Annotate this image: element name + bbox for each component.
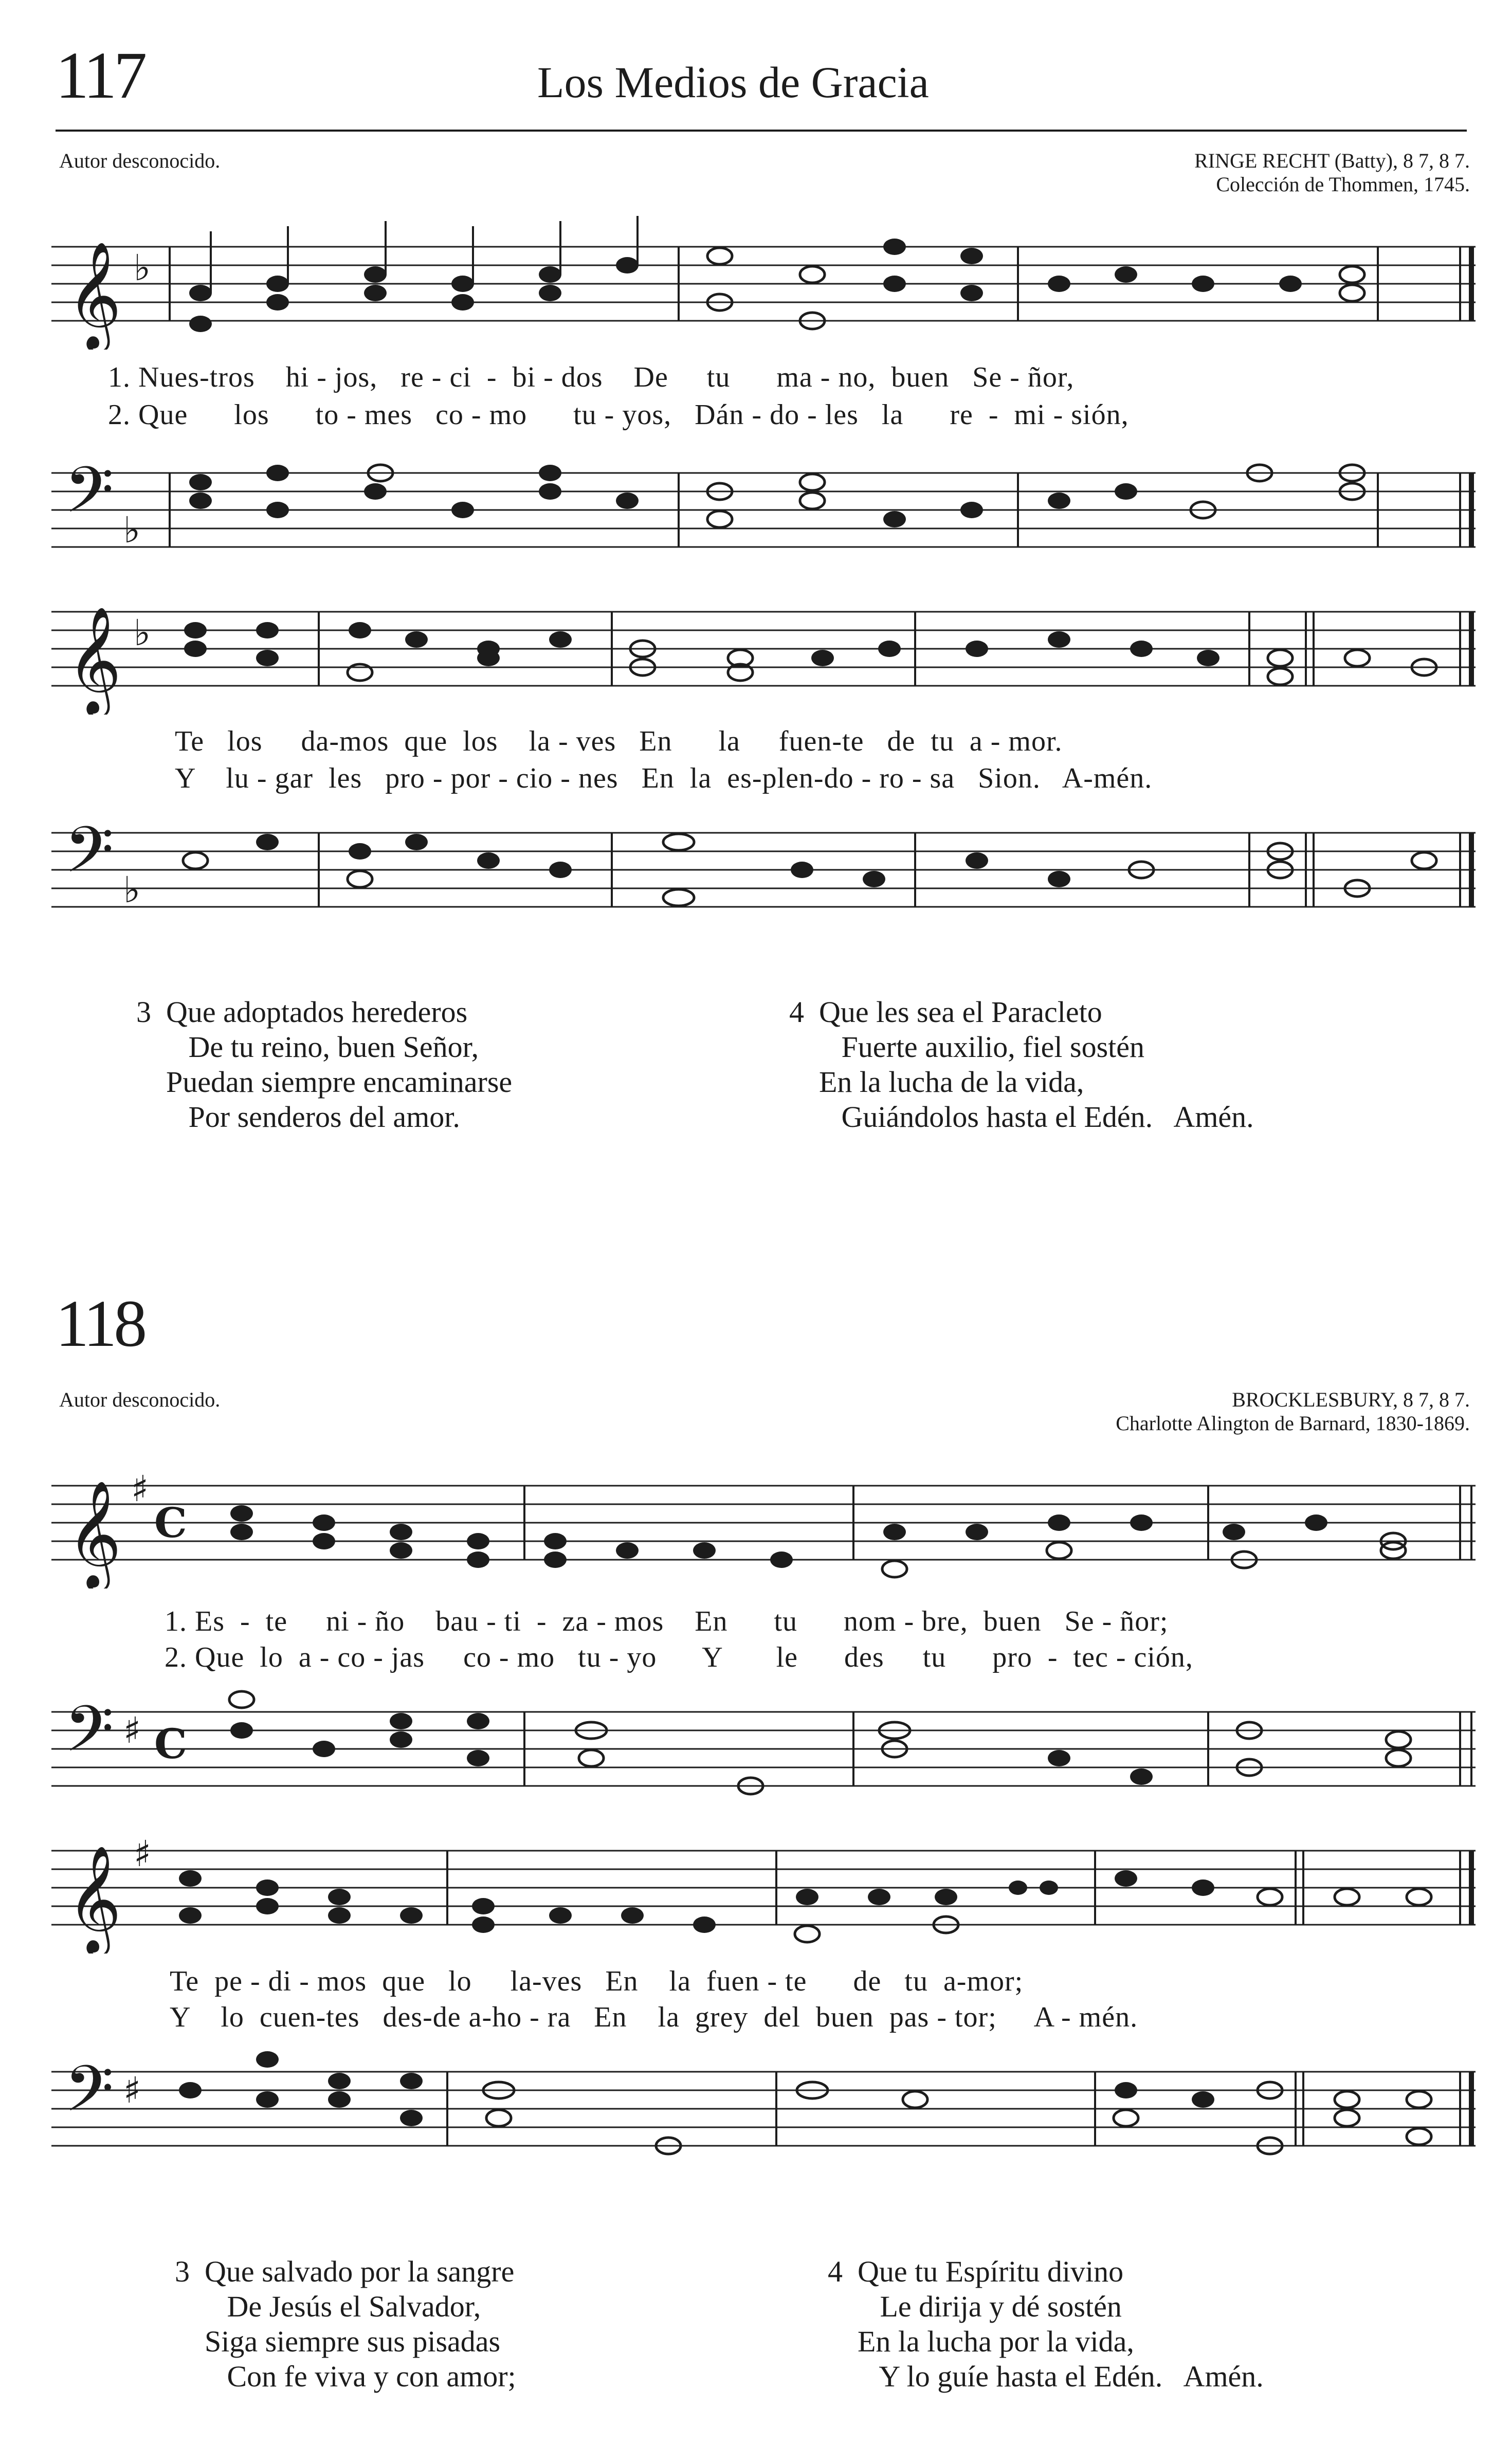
lyric-118-2-verse1: Te pe - di - mos que lo la-ves En la fuen - te de tu a-mor; — [170, 1965, 1024, 1997]
common-time-icon: C — [154, 1720, 187, 1768]
tune-source-117: Colección de Thommen, 1745. — [1216, 173, 1470, 196]
lyric-118-2-verse2: Y lo cuen-tes des-de a-ho - ra En la grey del buen pas - tor; A - mén. — [170, 2001, 1138, 2033]
lyric-118-1-verse1: 1. Es - te ni - ño bau - ti - za - mos En tu nom - bre, buen Se - ñor; — [165, 1605, 1169, 1637]
bass-staff-118-2 — [51, 2041, 1481, 2175]
tune-name-118: BROCKLESBURY, 8 7, 8 7. — [1232, 1388, 1470, 1411]
bass-staff-117-1 — [51, 442, 1481, 576]
treble-staff-118-2 — [51, 1820, 1481, 1954]
bass-staff-117-2 — [51, 802, 1481, 936]
author-credit-118: Autor desconocido. — [59, 1388, 221, 1411]
author-credit-117: Autor desconocido. — [59, 149, 221, 172]
lyric-117-1-verse1: 1. Nues-tros hi - jos, re - ci - bi - dos De tu ma - no, buen Se - ñor, — [108, 361, 1075, 393]
staff-lines — [51, 247, 1476, 321]
lyric-117-2-verse1: Te los da-mos que los la - ves En la fuen-te de tu a - mor. — [175, 725, 1063, 757]
notes — [179, 2051, 1431, 2154]
bass-clef-icon: 𝄢 — [64, 2052, 114, 2142]
treble-staff-118-1 — [51, 1455, 1481, 1589]
treble-clef-icon: 𝄞 — [67, 241, 122, 349]
bass-clef-icon: 𝄢 — [64, 813, 114, 903]
lyric-117-2-verse2: Y lu - gar les pro - por - cio - nes En la es-plen-do - ro - sa Sion. A-mén. — [175, 762, 1153, 794]
sharp-icon: ♯ — [123, 2069, 141, 2111]
flat-icon: ♭ — [123, 509, 141, 551]
treble-clef-icon: 𝄞 — [67, 1480, 122, 1587]
verse-117-3: 3 Que adoptados herederos De tu reino, buen Señor, Puedan siempre encaminarse Por senderos del amor. — [136, 995, 513, 1134]
sharp-icon: ♯ — [131, 1468, 149, 1510]
lyric-117-1-verse2: 2. Que los to - mes co - mo tu - yos, Dán - do - les la re - mi - sión, — [108, 399, 1129, 431]
bass-clef-icon: 𝄢 — [64, 453, 114, 543]
page-title: Los Medios de Gracia — [537, 58, 929, 107]
notes — [229, 1691, 1411, 1794]
tune-name-117: RINGE RECHT (Batty), 8 7, 8 7. — [1194, 149, 1470, 172]
sharp-icon: ♯ — [123, 1709, 141, 1751]
treble-staff-117-1 — [51, 216, 1481, 350]
tune-source-118: Charlotte Alington de Barnard, 1830-1869. — [1116, 1412, 1470, 1435]
tune-credit-117 — [1194, 149, 1470, 196]
notes — [189, 465, 1364, 527]
flat-icon: ♭ — [134, 612, 151, 654]
treble-clef-icon: 𝄞 — [67, 606, 122, 714]
bass-clef-icon: 𝄢 — [64, 1692, 114, 1782]
sharp-icon: ♯ — [134, 1833, 151, 1875]
hymn-number-118: 118 — [56, 1287, 144, 1361]
verse-118-3: 3 Que salvado por la sangre De Jesús el Salvador, Siga siempre sus pisadas Con fe viva y con amor; — [175, 2255, 516, 2393]
flat-icon: ♭ — [123, 869, 141, 911]
treble-clef-icon: 𝄞 — [67, 1845, 122, 1952]
tune-credit-118 — [1116, 1388, 1470, 1435]
flat-icon: ♭ — [134, 247, 151, 289]
hymn-number-117: 117 — [56, 39, 144, 113]
lyric-118-1-verse2: 2. Que lo a - co - jas co - mo tu - yo Y le des tu pro - tec - ción, — [165, 1641, 1193, 1673]
common-time-icon: C — [154, 1499, 187, 1547]
header-rule — [56, 130, 1467, 132]
bass-staff-118-1 — [51, 1681, 1481, 1815]
verse-118-4: 4 Que tu Espíritu divino Le dirija y dé sostén En la lucha por la vida, Y lo guíe hasta el Edén. Amén. — [828, 2255, 1264, 2393]
treble-staff-117-2 — [51, 581, 1481, 715]
verse-117-4: 4 Que les sea el Paracleto Fuerte auxilio, fiel sostén En la lucha de la vida, Guiándolos hasta el Edén. Amén. — [789, 995, 1254, 1134]
notes — [189, 216, 1364, 332]
